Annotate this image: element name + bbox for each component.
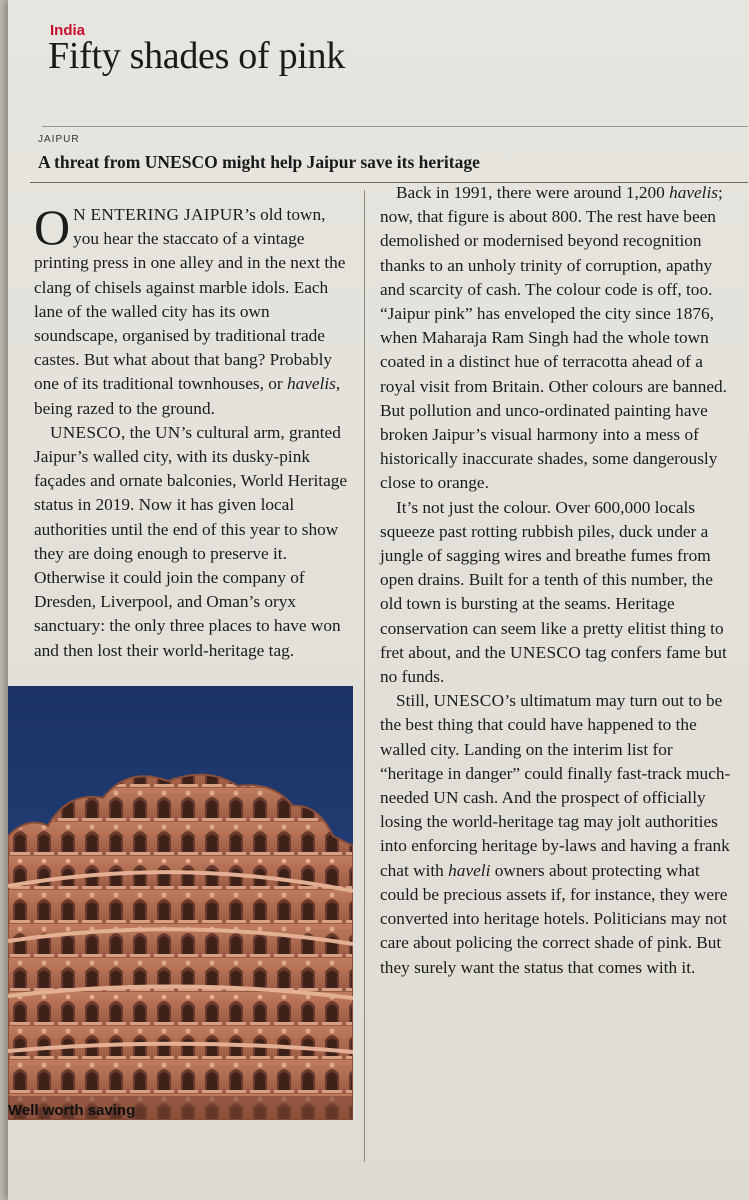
section-label: India [50,22,86,39]
emphasis: havelis [286,374,336,394]
text-run: , being razed to the ground. [34,374,341,418]
photo-illustration [8,686,353,1120]
text-run: , the [120,422,156,442]
article-column-right [380,181,736,980]
lead-in: N ENTERING JAIPUR [73,205,245,224]
palace-facade [8,775,353,1120]
text-run: It’s not just the colour. Over 600,000 locals squeeze past rotting rubbish piles, duck under a jungle of sagging wires and breathe fumes from open drains. Built for a tenth of this number, the old town is bursting at the seams. Heritage conservation can seem like a pretty elitist thing to fret about, and the [380,497,724,662]
paragraph [34,199,352,421]
hawa-mahal-photo [8,686,353,1120]
emphasis: haveli [448,860,491,880]
emphasis: havelis [669,183,719,202]
small-caps: UNESCO [50,422,121,442]
dateline: JAIPUR [38,134,80,145]
small-caps: UNESCO [510,642,581,662]
text-run: Still, [396,691,434,711]
text-run: ’s cultural arm, granted Jaipur’s walled city, with its dusky-pink façades and ornate balconies, World Heritage status in 2019. Now it has given local authorities until the end of this year to show they are doing enough to preserve it. Otherwise it could join the company of Dresden, Liverpool, and Oman’s oryx sanctuary: the only three places to have won and then lost their world-heritage tag. [34,422,348,660]
small-caps: UN [433,788,459,808]
paragraph [380,689,736,979]
headline: Fifty shades of pink [48,35,345,77]
text-run: ; now, that figure is about 800. The rest have been demolished or modernised beyond recognition thanks to an unholy trinity of corruption, apathy and scarcity of cash. The colour code is off, too. “Jaipur pink” has enveloped the city since 1876, when Maharaja Ram Singh had the whole town coated in a distinct hue of terracotta ahead of a royal visit from Britain. Other colours are banned. But pollution and unco-ordinated painting have broken Jaipur’s visual harmony into a mess of historically inaccurate shades, some dangerously close to orange. [380,183,727,493]
text-run: Back in 1991, there were around 1,200 [396,183,670,202]
article-column-left [34,199,352,663]
small-caps: UNESCO [433,691,505,711]
newspaper-page [8,0,749,1200]
small-caps: UN [155,422,181,442]
text-run: ’s old town, you hear the staccato of a vintage printing press in one alley and in the next the clang of chisels against marble idols. Each lane of the walled city has its own soundscape, organised by traditional trade castes. But what about that bang? Probably one of its traditional townhouses, or [34,205,346,394]
photo-caption: Well worth saving [8,1102,136,1119]
drop-cap: O [34,199,71,255]
text-run: tag confers fame but no funds. [380,642,727,687]
text-run: owners about protecting what could be precious assets if, for instance, they were converted into heritage hotels. Politicians may not care about policing the correct shade of pink. But they surely want the status that comes with it. [380,860,728,977]
paragraph [34,421,352,663]
standfirst: A threat from UNESCO might help Jaipur save its heritage [38,152,480,172]
text-run: ’s ultimatum may turn out to be the best thing that could have happened to the walled city. Landing on the interim list for “heritage in danger” could finally fast-track much-needed [380,691,731,808]
paragraph [380,181,736,496]
text-run: cash. And the prospect of officially losing the world-heritage tag may jolt authorities into enforcing heritage by-laws and having a frank chat with [380,788,730,880]
column-divider [364,190,365,1162]
paragraph [380,496,736,690]
header-rule [42,126,748,127]
